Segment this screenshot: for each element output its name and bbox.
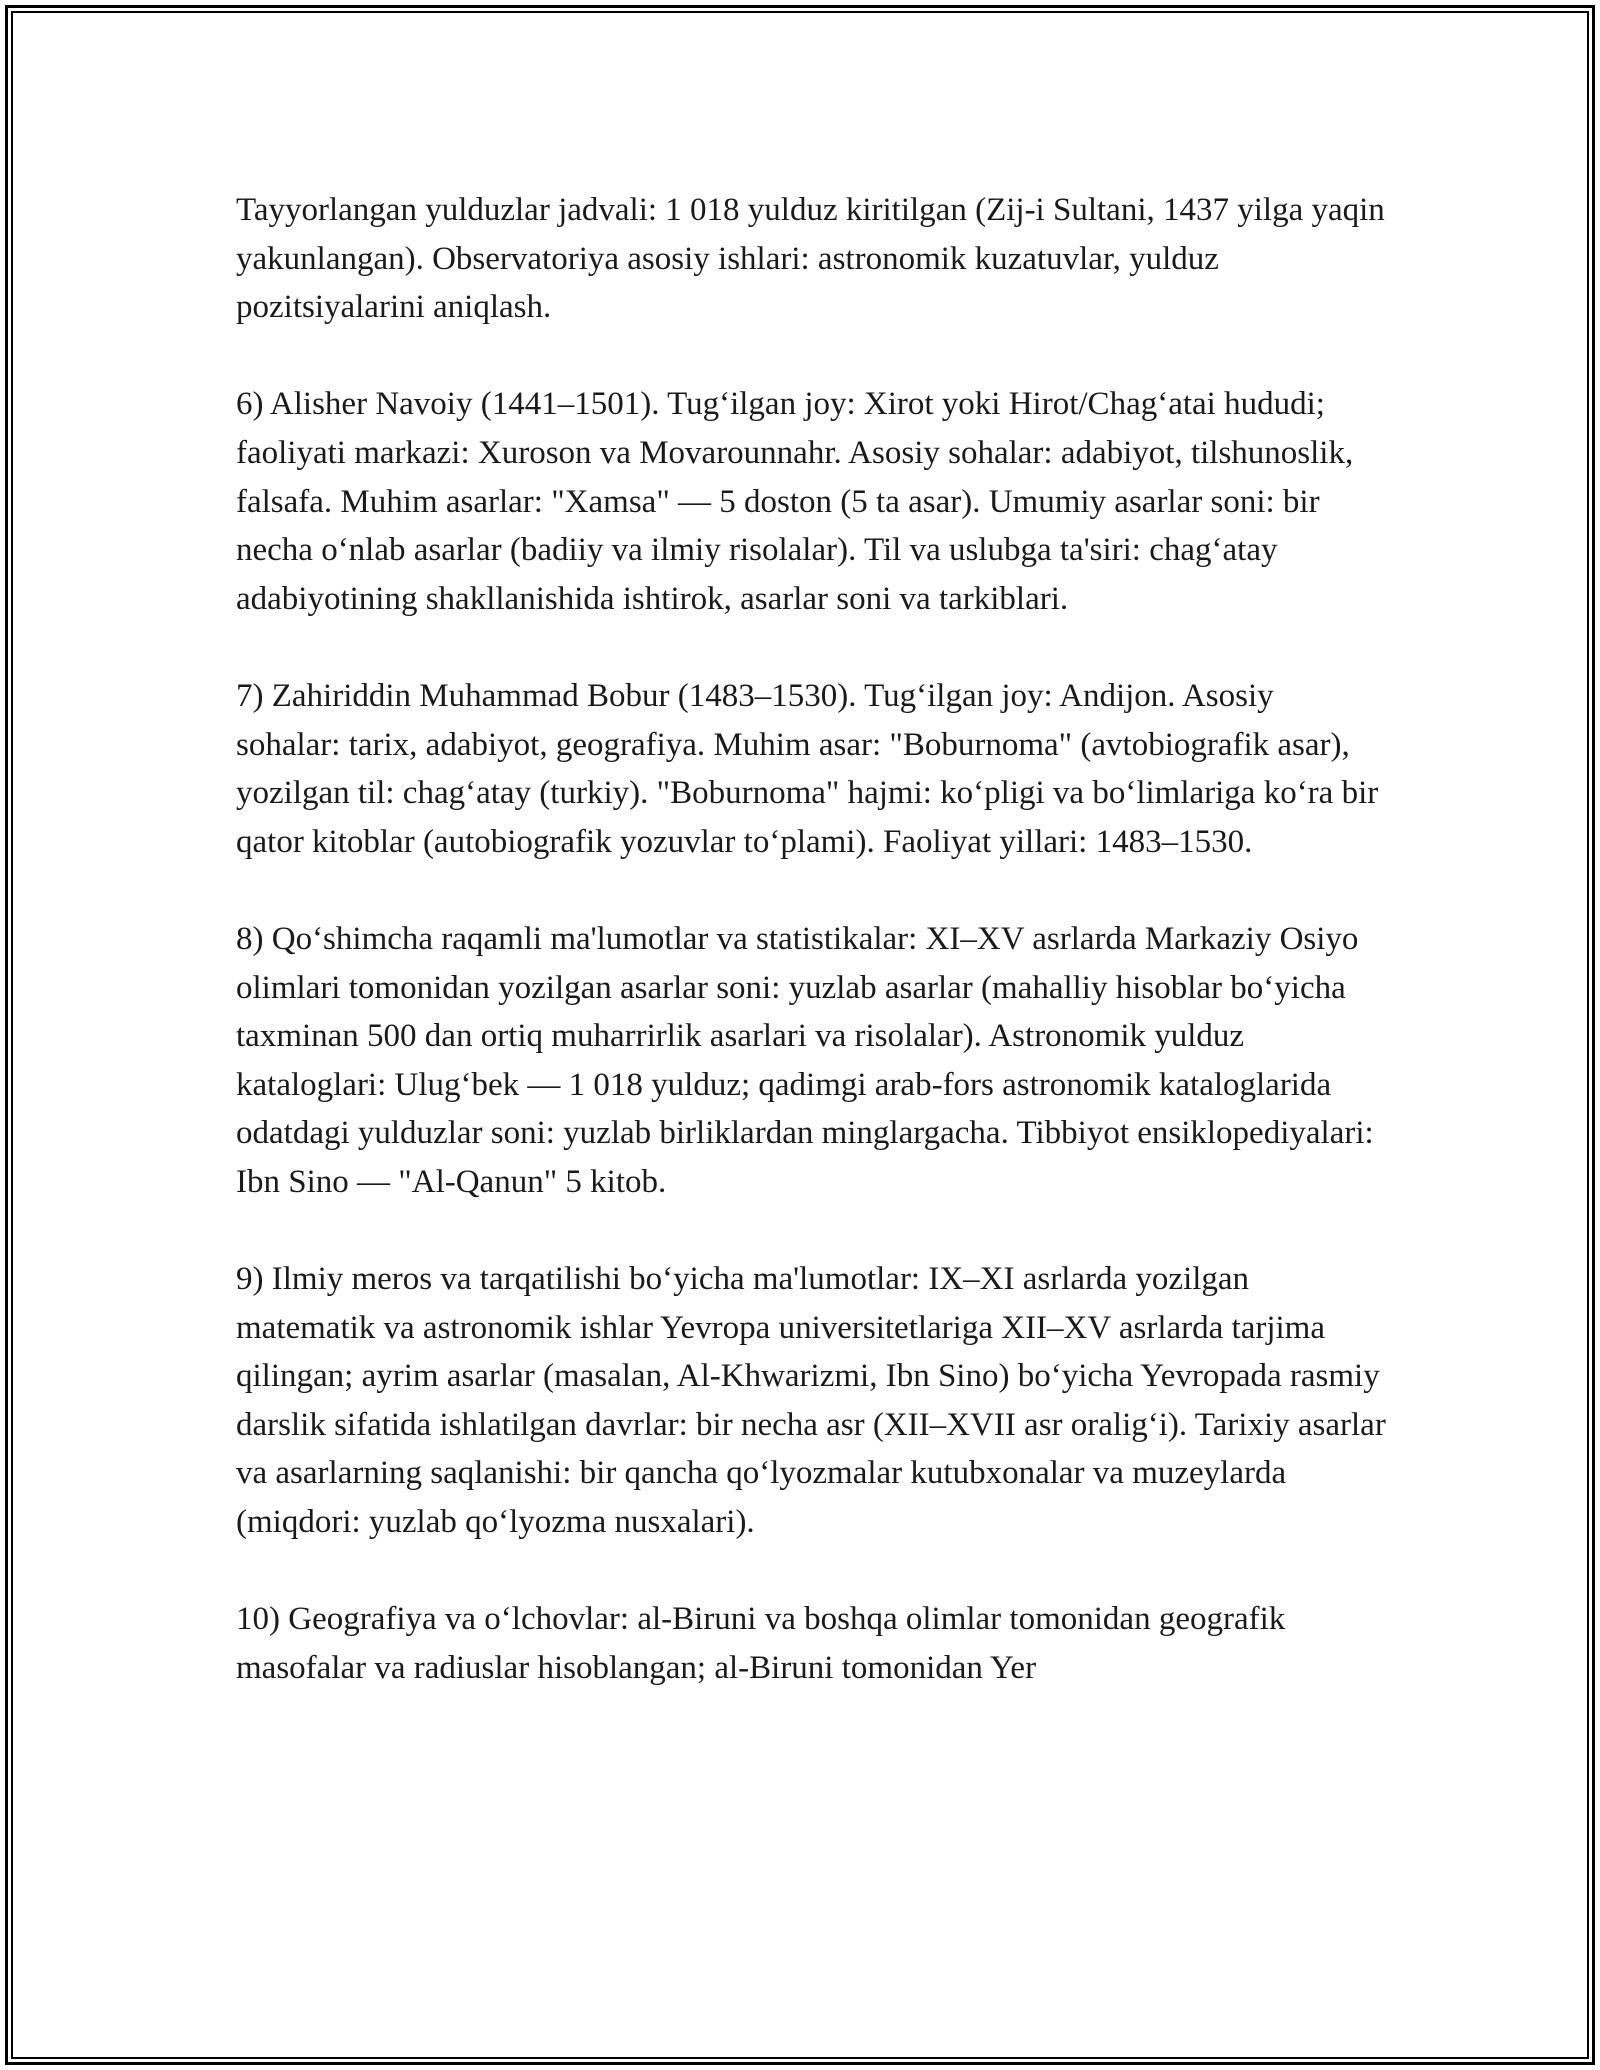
paragraph-scientific-heritage: 9) Ilmiy meros va tarqatilishi bo‘yicha ma'lumotlar: IX–XI asrlarda yozilgan matematik va astronomik ishlar Yevropa universitetlariga XII–XV asrlarda tarjima qilingan; ayrim asarlar (masalan, Al-Khwarizmi, Ibn Sino) bo‘yicha Yevropada rasmiy darslik sifatida ishlatilgan davrlar: bir necha asr (XII–XVII asr oralig‘i). Tarixiy asarlar va asarlarning saqlanishi: bir qancha qo‘lyozmalar kutubxonalar va muzeylarda (miqdori: yuzlab qo‘lyozma nusxalari). bbox=[236, 1261, 1386, 1541]
paragraph-statistics: 8) Qo‘shimcha raqamli ma'lumotlar va statistikalar: XI–XV asrlarda Markaziy Osiyo olimlari tomonidan yozilgan asarlar soni: yuzlab asarlar (mahalliy hisoblar bo‘yicha taxminan 500 dan ortiq muharrirlik asarlari va risolalar). Astronomik yulduz kataloglari: Ulug‘bek — 1 018 yulduz; qadimgi arab-fors astronomik kataloglarida odatdagi yulduzlar soni: yuzlab birliklardan minglargacha. Tibbiyot ensiklopediyalari: Ibn Sino — "Al-Qanun" 5 kitob. bbox=[236, 920, 1374, 1200]
paragraph-bobur: 7) Zahiriddin Muhammad Bobur (1483–1530). Tug‘ilgan joy: Andijon. Asosiy sohalar: tarix, adabiyot, geografiya. Muhim asar: "Boburnoma" (avtobiografik asar), yozilgan til: chag‘atay (turkiy). "Boburnoma" hajmi: ko‘pligi va bo‘limlariga ko‘ra bir qator kitoblar (autobiografik yozuvlar to‘plami). Faoliyat yillari: 1483–1530. bbox=[236, 677, 1379, 860]
document-body bbox=[236, 186, 1386, 1692]
paragraph-geography: 10) Geografiya va o‘lchovlar: al-Biruni va boshqa olimlar tomonidan geografik masofalar va radiuslar hisoblangan; al-Biruni tomonidan Yer bbox=[236, 1601, 1286, 1686]
paragraph-alisher-navoiy: 6) Alisher Navoiy (1441–1501). Tug‘ilgan joy: Xirot yoki Hirot/Chag‘atai hududi; faoliyati markazi: Xuroson va Movarounnahr. Asosiy sohalar: adabiyot, tilshunoslik, falsafa. Muhim asarlar: "Xamsa" — 5 doston (5 ta asar). Umumiy asarlar soni: bir necha o‘nlab asarlar (badiiy va ilmiy risolalar). Til va uslubga ta'siri: chag‘atay adabiyotining shakllanishida ishtirok, asarlar soni va tarkiblari. bbox=[236, 386, 1354, 617]
paragraph-ulugbek-star-table: Tayyorlangan yulduzlar jadvali: 1 018 yulduz kiritilgan (Zij-i Sultani, 1437 yilga yaqin yakunlangan). Observatoriya asosiy ishlari: astronomik kuzatuvlar, yulduz pozitsiyalarini aniqlash. bbox=[236, 192, 1385, 326]
